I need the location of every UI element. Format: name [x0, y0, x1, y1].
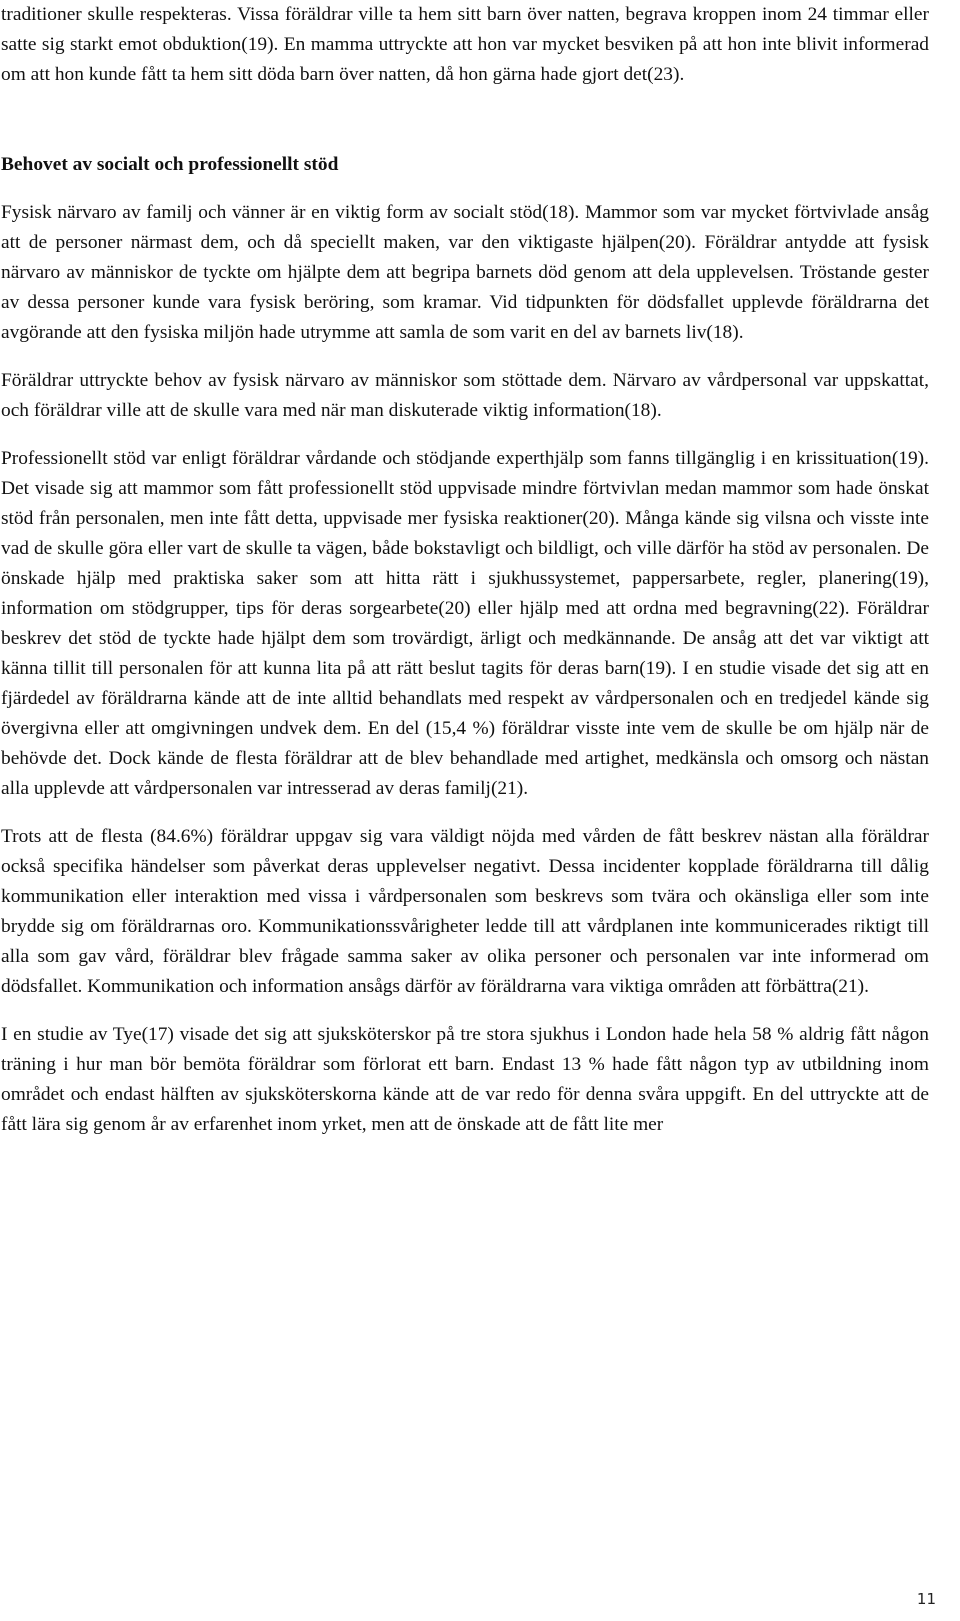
paragraph-professional-support: Professionellt stöd var enligt föräldrar vårdande och stödjande experthjälp som fanns tillgänglig i en krissituation(19). Det visade sig att mammor som fått professionellt stöd uppvisade mindre förtvivlan medan mammor som hade önskat stöd från personalen, men inte fått detta, uppvisade mer fysiska reaktioner(20). Många kände sig vilsna och visste inte vad de skulle göra eller vart de skulle ta vägen, både bokstavligt och bildligt, och ville därför ha stöd av personalen. De önskade hjälp med praktiska saker som att hitta rätt i sjukhussystemet, pappersarbete, regler, planering(19), information om stödgrupper, tips för deras sorgearbete(20) eller hjälp med att ordna med begravning(22). Föräldrar beskrev det stöd de tyckte hade hjälpt dem som trovärdigt, ärligt och medkännande. De ansåg att det var viktigt att känna tillit till personalen för att kunna lita på att rätt beslut tagits för deras barn(19). I en studie visade det sig att en fjärdedel av föräldrarna kände att de inte alltid behandlats med respekt av vårdpersonalen och en tredjedel kände sig övergivna eller att omgivningen undvek dem. En del (15,4 %) föräldrar visste inte vem de skulle be om hjälp när de behövde det. Dock kände de flesta föräldrar att de blev behandlade med artighet, medkänsla och omsorg och nästan alla upplevde att vårdpersonalen var intresserad av deras familj(21).: [1, 448, 929, 799]
paragraph-nurse-training: I en studie av Tye(17) visade det sig att sjuksköterskor på tre stora sjukhus i London hade hela 58 % aldrig fått någon träning i hur man bör bemöta föräldrar som förlorat ett barn. Endast 13 % hade fått någon typ av utbildning inom området och endast hälften av sjuksköterskorna kände att de var redo för denna svåra uppgift. En del uttryckte att de fått lära sig genom år av erfarenhet inom yrket, men att de önskade att de fått lite mer: [1, 1024, 929, 1135]
paragraph-continued: traditioner skulle respekteras. Vissa föräldrar ville ta hem sitt barn över natten, begrava kroppen inom 24 timmar eller satte sig starkt emot obduktion(19). En mamma uttryckte att hon var mycket besviken på att hon inte blivit informerad om att hon kunde fått ta hem sitt döda barn över natten, då hon gärna hade gjort det(23).: [1, 4, 929, 85]
paragraph-satisfaction: Trots att de flesta (84.6%) föräldrar uppgav sig vara väldigt nöjda med vården de fått beskrev nästan alla föräldrar också specifika händelser som påverkat deras upplevelser negativt. Dessa incidenter kopplade föräldrarna till dålig kommunikation eller interaktion med vissa i vårdpersonalen som beskrevs som tvära och okänsliga eller som inte brydde sig om föräldrarnas oro. Kommunikationssvårigheter ledde till att vårdplanen inte kommunicerades riktigt till alla som gav vård, föräldrar blev frågade samma saker av olika personer och personalen var inte informerad om dödsfallet. Kommunikation och information ansågs därför av föräldrarna vara viktiga områden att förbättra(21).: [1, 826, 929, 997]
section-heading: Behovet av socialt och professionellt stöd: [1, 154, 339, 175]
paragraph-physical-presence: Föräldrar uttryckte behov av fysisk närvaro av människor som stöttade dem. Närvaro av vårdpersonal var uppskattat, och föräldrar ville att de skulle vara med när man diskuterade viktig information(18).: [1, 370, 929, 421]
page-number: 11: [916, 1590, 936, 1608]
paragraph-social-support: Fysisk närvaro av familj och vänner är en viktig form av socialt stöd(18). Mammor som var mycket förtvivlade ansåg att de personer närmast dem, och då speciellt maken, var den viktigaste hjälpen(20). Föräldrar antydde att fysisk närvaro av människor de tyckte om hjälpte dem att begripa barnets död genom att dela upplevelsen. Tröstande gester av dessa personer kunde vara fysisk beröring, som kramar. Vid tidpunkten för dödsfallet upplevde föräldrarna det avgörande att den fysiska miljön hade utrymme att samla de som varit en del av barnets liv(18).: [1, 202, 929, 343]
